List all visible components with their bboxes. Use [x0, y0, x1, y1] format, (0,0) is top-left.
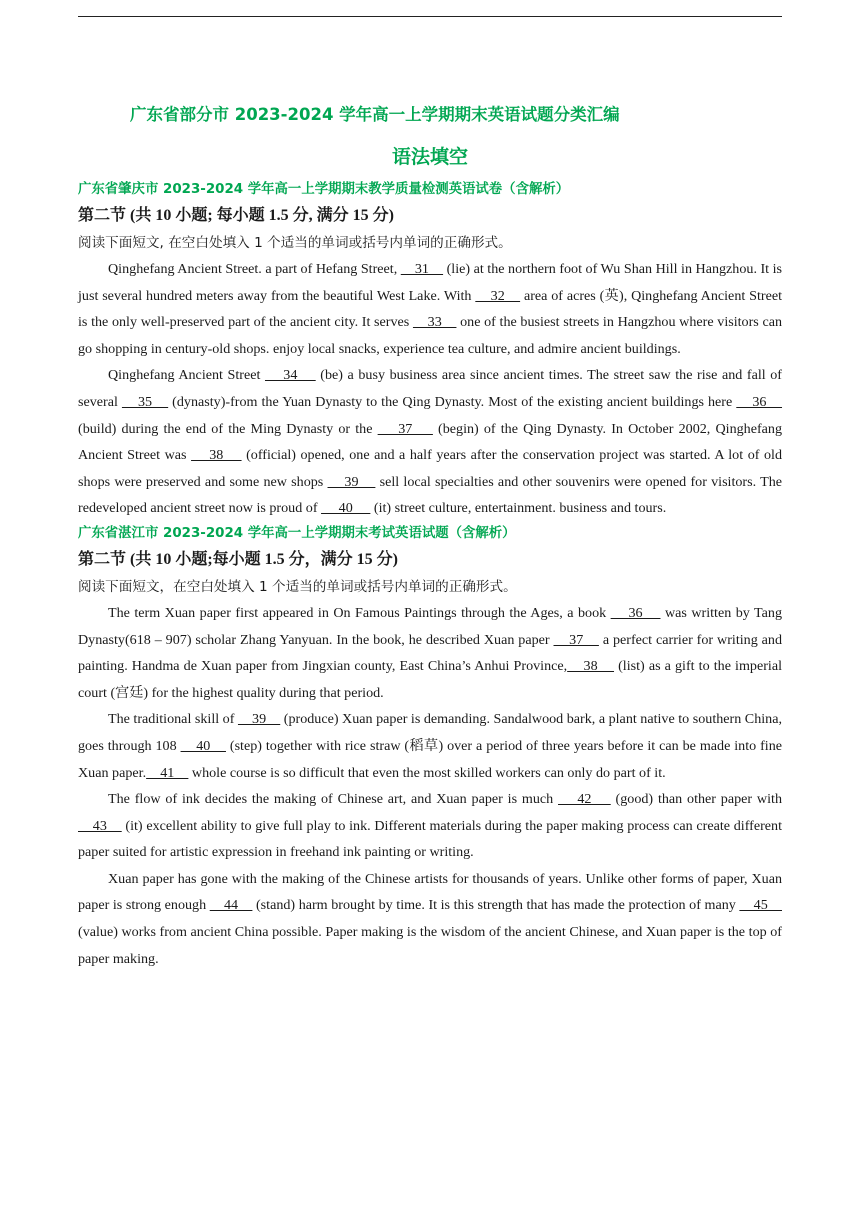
passage-text: (good) than other paper with [610, 791, 782, 808]
passage-text: (it) street culture, entertainment. business and tours. [370, 500, 667, 517]
section-zhanjiang [78, 522, 782, 972]
passage-text: The term Xuan paper first appeared in On Famous Paintings through the Ages, a book [108, 604, 611, 621]
answer-blank[interactable]: 41 [146, 764, 189, 781]
document-title: 广东省部分市 2023-2024 学年高一上学期期末英语试题分类汇编 [130, 105, 620, 124]
answer-blank[interactable]: 34 [264, 367, 316, 384]
passage-text: (build) during the end of the Ming Dynasty or the [78, 420, 378, 437]
passage-text: (official) opened, one and a half years after the conservation project was started. A lot of old shops were preserved and some new shops [78, 447, 782, 490]
passage-text: (dynasty)-from the Yuan Dynasty to the Qing Dynasty. Most of the existing ancient buildings here [168, 393, 737, 410]
answer-blank[interactable]: 39 [237, 711, 281, 728]
answer-blank[interactable]: 31 [400, 261, 444, 277]
passage-text: (step) together with rice straw (稻草) over a period of three years before it can be made into fine Xuan paper. [78, 737, 783, 781]
passage-text: sell local specialties and other souvenirs were opened for visitors. The redeveloped ancient street now is proud of [78, 473, 783, 517]
section-heading: 第二节 (共 10 小题;每小题 1.5 分，满分 15 分) [78, 550, 398, 568]
answer-blank[interactable]: 40 [321, 500, 371, 517]
passage-paragraph [78, 256, 782, 362]
header-rule [78, 16, 782, 17]
answer-blank[interactable]: 36 [610, 604, 661, 621]
passage-text: (lie) at the northern foot of Wu Shan Hill in Hangzhou. It is just several hundred meters away from the beautiful West Lake. With [78, 261, 783, 304]
answer-blank[interactable]: 38 [567, 658, 615, 675]
passage-paragraph [78, 600, 782, 706]
passage-text: (stand) harm brought by time. It is this strength that has made the protection of many [252, 897, 740, 914]
section-source: 广东省肇庆市 2023-2024 学年高一上学期期末教学质量检测英语试卷（含解析） [78, 182, 570, 197]
passage-paragraph [78, 706, 782, 786]
passage-text: area of acres (英), Qinghefang Ancient Street is the only well-preserved part of the ancient city. It serves [78, 287, 782, 331]
passage-paragraph [78, 786, 782, 866]
document-subtitle: 语法填空 [391, 146, 468, 168]
section-heading: 第二节 (共 10 小题; 每小题 1.5 分, 满分 15 分) [78, 207, 394, 224]
answer-blank[interactable]: 42 [558, 791, 611, 808]
passage-text: (it) excellent ability to give full play to ink. Different materials during the paper making process can create different paper suited for artistic expression in freehand ink painting or writing. [78, 817, 783, 861]
answer-blank[interactable]: 43 [78, 817, 122, 834]
passage-text: (list) as a gift to the imperial court (宫廷) for the highest quality during that period. [78, 658, 783, 701]
answer-blank[interactable]: 44 [209, 897, 253, 914]
passage-paragraph [78, 362, 782, 522]
passage-text: Qinghefang Ancient Street [108, 367, 265, 384]
section-instruction: 阅读下面短文, 在空白处填入 1 个适当的单词或括号内单词的正确形式。 [78, 235, 512, 251]
passage-text: (begin) of the Qing Dynasty. In October 2002, Qinghefang Ancient Street was [78, 420, 783, 464]
passage-paragraph [78, 866, 782, 972]
answer-blank[interactable]: 35 [121, 393, 169, 410]
document-page [78, 100, 782, 972]
passage-text: whole course is so difficult that even the most skilled workers can only do part of it. [188, 764, 666, 781]
passage-text: one of the busiest streets in Hangzhou where visitors can go shopping in century-old shops. enjoy local snacks, experience tea culture, and admire ancient buildings. [78, 314, 783, 357]
answer-blank[interactable]: 37 [553, 631, 599, 648]
passage-text: Xuan paper has gone with the making of the Chinese artists for thousands of years. Unlike other forms of paper, Xuan paper is strong enough [78, 870, 782, 914]
answer-blank[interactable]: 38 [191, 447, 242, 464]
passage-text: (produce) Xuan paper is demanding. Sandalwood bark, a plant native to southern China, goes through 108 [78, 711, 782, 754]
answer-blank[interactable]: 40 [180, 737, 226, 754]
passage-text: was written by Tang Dynasty(618 – 907) scholar Zhang Yanyuan. In the book, he described Xuan paper [78, 604, 783, 648]
passage-text: The flow of ink decides the making of Chinese art, and Xuan paper is much [108, 791, 559, 808]
passage-text: a perfect carrier for writing and painting. Handma de Xuan paper from Jingxian county, East China’s Anhui Province, [78, 631, 783, 675]
answer-blank[interactable]: 33 [412, 314, 457, 331]
passage-text: The traditional skill of [108, 711, 238, 728]
section-instruction: 阅读下面短文，在空白处填入 1 个适当的单词或括号内单词的正确形式。 [78, 578, 517, 595]
section-source: 广东省湛江市 2023-2024 学年高一上学期期末考试英语试题（含解析） [78, 525, 516, 541]
answer-blank[interactable]: 32 [475, 287, 521, 304]
answer-blank[interactable]: 45 [739, 897, 782, 914]
passage-text: Qinghefang Ancient Street. a part of Hefang Street, [108, 261, 401, 277]
answer-blank[interactable]: 36 [736, 393, 783, 410]
answer-blank[interactable]: 37 [377, 420, 433, 437]
answer-blank[interactable]: 39 [327, 473, 376, 490]
passage-text: (be) a busy business area since ancient times. The street saw the rise and fall of several [78, 367, 782, 410]
section-zhaoqing [78, 178, 782, 522]
passage-text: (value) works from ancient China possible. Paper making is the wisdom of the ancient Chinese, and Xuan paper is the top of paper making. [78, 924, 782, 967]
